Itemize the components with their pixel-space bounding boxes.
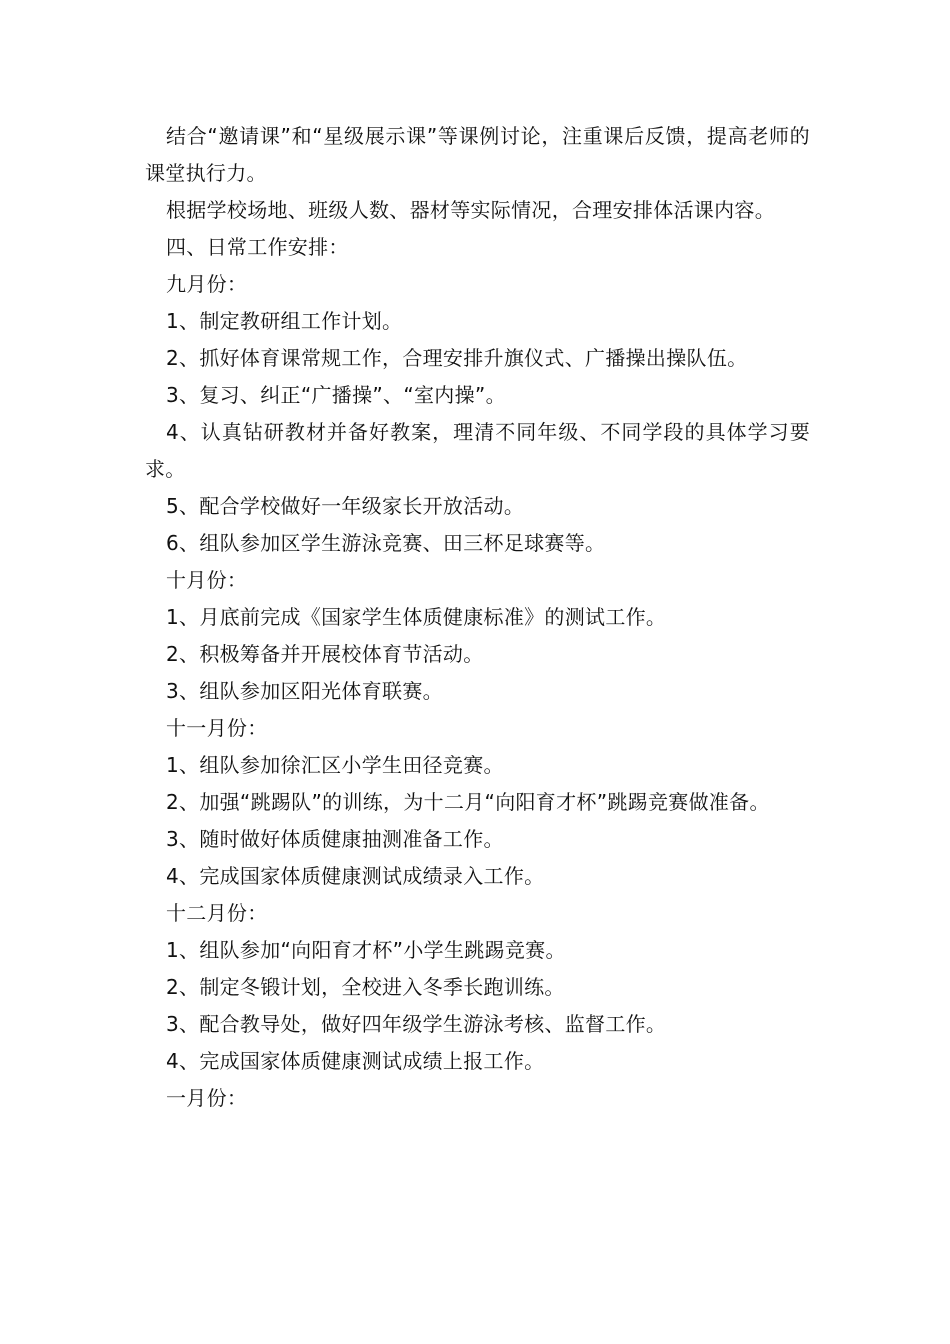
paragraph-activity-arrangement: 根据学校场地、班级人数、器材等实际情况，合理安排体活课内容。 bbox=[166, 198, 775, 222]
list-item: 4、认真钻研教材并备好教案，理清不同年级、不同学段的具体学习要求。 bbox=[145, 420, 810, 481]
paragraph-course-feedback: 结合“邀请课”和“星级展示课”等课例讨论，注重课后反馈，提高老师的课堂执行力。 bbox=[145, 124, 810, 185]
list-item: 2、加强“跳踢队”的训练，为十二月“向阳育才杯”跳踢竞赛做准备。 bbox=[166, 790, 770, 814]
month-heading-december: 十二月份： bbox=[166, 901, 268, 925]
list-item: 2、抓好体育课常规工作，合理安排升旗仪式、广播操出操队伍。 bbox=[166, 346, 748, 370]
list-item: 3、随时做好体质健康抽测准备工作。 bbox=[166, 827, 504, 851]
list-item: 4、完成国家体质健康测试成绩录入工作。 bbox=[166, 864, 545, 888]
list-item: 5、配合学校做好一年级家长开放活动。 bbox=[166, 494, 525, 518]
list-item: 3、配合教导处，做好四年级学生游泳考核、监督工作。 bbox=[166, 1012, 667, 1036]
month-heading-november: 十一月份： bbox=[166, 716, 268, 740]
list-item: 4、完成国家体质健康测试成绩上报工作。 bbox=[166, 1049, 545, 1073]
list-item: 3、组队参加区阳光体育联赛。 bbox=[166, 679, 443, 703]
section-heading-daily-work: 四、日常工作安排： bbox=[166, 235, 349, 259]
list-item: 3、复习、纠正“广播操”、“室内操”。 bbox=[166, 383, 506, 407]
month-heading-october: 十月份： bbox=[166, 568, 248, 592]
month-heading-september: 九月份： bbox=[166, 272, 248, 296]
list-item: 1、组队参加徐汇区小学生田径竞赛。 bbox=[166, 753, 504, 777]
list-item: 2、制定冬锻计划，全校进入冬季长跑训练。 bbox=[166, 975, 565, 999]
list-item: 1、月底前完成《国家学生体质健康标准》的测试工作。 bbox=[166, 605, 667, 629]
list-item: 1、制定教研组工作计划。 bbox=[166, 309, 403, 333]
document-body bbox=[145, 118, 810, 1117]
list-item: 2、积极筹备并开展校体育节活动。 bbox=[166, 642, 484, 666]
month-heading-january: 一月份： bbox=[166, 1086, 248, 1110]
list-item: 1、组队参加“向阳育才杯”小学生跳踢竞赛。 bbox=[166, 938, 566, 962]
list-item: 6、组队参加区学生游泳竞赛、田三杯足球赛等。 bbox=[166, 531, 606, 555]
